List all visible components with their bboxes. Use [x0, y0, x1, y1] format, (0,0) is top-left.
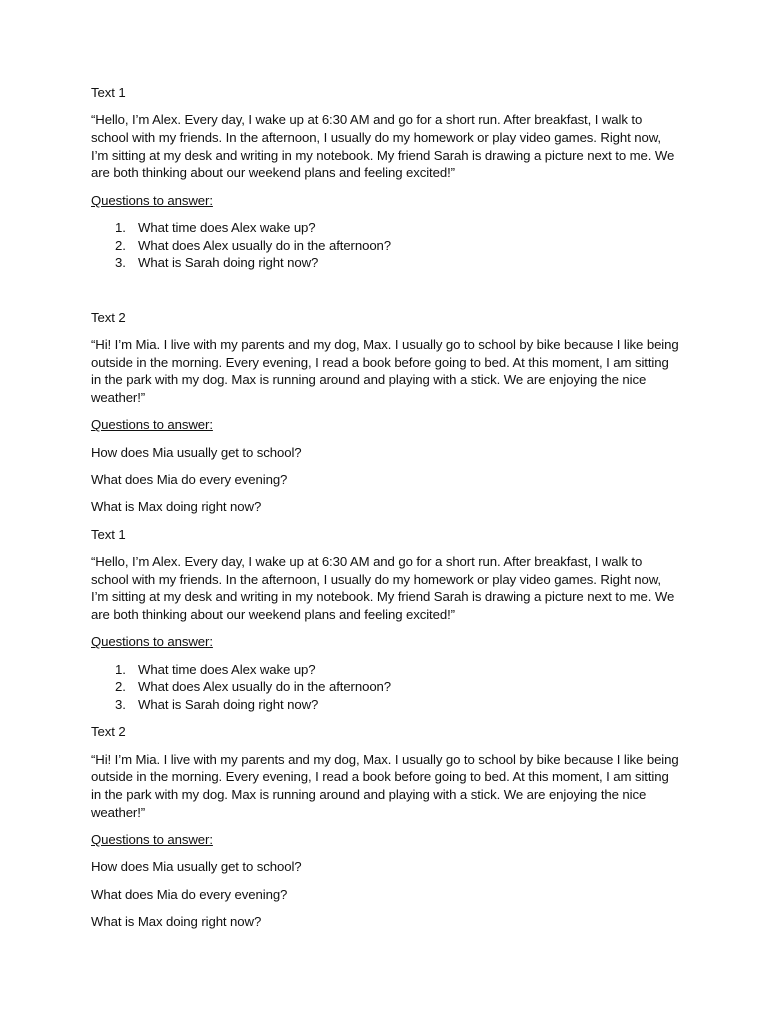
list-number: 1.	[115, 661, 126, 677]
list-item	[91, 219, 681, 237]
questions-heading: Questions to answer:	[91, 192, 213, 208]
question-text: What does Alex usually do in the afternoon?	[138, 679, 392, 695]
questions-heading: Questions to answer:	[91, 634, 213, 650]
questions-heading: Questions to answer:	[91, 832, 213, 847]
question-text: How does Mia usually get to school?	[91, 444, 302, 460]
list-item	[91, 696, 681, 714]
section-paragraph: “Hello, I’m Alex. Every day, I wake up at 6:30 AM and go for a short run. After breakfast, I walk to school with my friends. In the afternoon, I usually do my homework or play video games. Right now, I’m sitting at my desk and writing in my notebook. My friend Sarah is drawing a picture next to me. We are both thinking about our weekend plans and feeling excited!”	[91, 553, 675, 622]
question-text: What does Mia do every evening?	[91, 886, 288, 902]
question-text: What is Max doing right now?	[91, 499, 262, 515]
list-number: 1.	[115, 220, 126, 235]
section-heading: Text 1	[91, 526, 126, 542]
list-item	[91, 678, 681, 696]
list-number: 2.	[115, 679, 126, 695]
section-heading: Text 1	[91, 85, 126, 100]
section-paragraph: “Hi! I’m Mia. I live with my parents and my dog, Max. I usually go to school by bike because I like being outside in the morning. Every evening, I read a book before going to bed. At this moment, I am sitting in the park with my dog. Max is running around and playing with a stick. We are enjoying the nice weather!”	[91, 337, 679, 406]
question-text: What is Sarah doing right now?	[138, 697, 319, 712]
question-text: What time does Alex wake up?	[138, 220, 316, 235]
list-item	[91, 237, 681, 255]
question-text: What is Max doing right now?	[91, 913, 262, 929]
section-paragraph: “Hi! I’m Mia. I live with my parents and my dog, Max. I usually go to school by bike because I like being outside in the morning. Every evening, I read a book before going to bed. At this moment, I am sitting in the park with my dog. Max is running around and playing with a stick. We are enjoying the nice weather!”	[91, 751, 679, 820]
list-number: 2.	[115, 237, 126, 253]
section-heading: Text 2	[91, 309, 126, 325]
question-text: How does Mia usually get to school?	[91, 859, 302, 875]
list-item	[91, 661, 681, 679]
document-page	[91, 84, 681, 940]
spacer	[91, 282, 681, 309]
question-text: What time does Alex wake up?	[138, 661, 316, 677]
questions-list	[91, 661, 681, 714]
question-text: What is Sarah doing right now?	[138, 255, 319, 271]
question-text: What does Alex usually do in the afternoon?	[138, 237, 392, 253]
section-paragraph: “Hello, I’m Alex. Every day, I wake up at 6:30 AM and go for a short run. After breakfast, I walk to school with my friends. In the afternoon, I usually do my homework or play video games. Right now, I’m sitting at my desk and writing in my notebook. My friend Sarah is drawing a picture next to me. We are both thinking about our weekend plans and feeling excited!”	[91, 112, 675, 181]
list-number: 3.	[115, 697, 126, 712]
question-text: What does Mia do every evening?	[91, 472, 288, 487]
questions-list	[91, 219, 681, 272]
section-heading: Text 2	[91, 724, 126, 740]
list-item	[91, 254, 681, 272]
list-number: 3.	[115, 255, 126, 271]
questions-heading: Questions to answer:	[91, 417, 213, 433]
